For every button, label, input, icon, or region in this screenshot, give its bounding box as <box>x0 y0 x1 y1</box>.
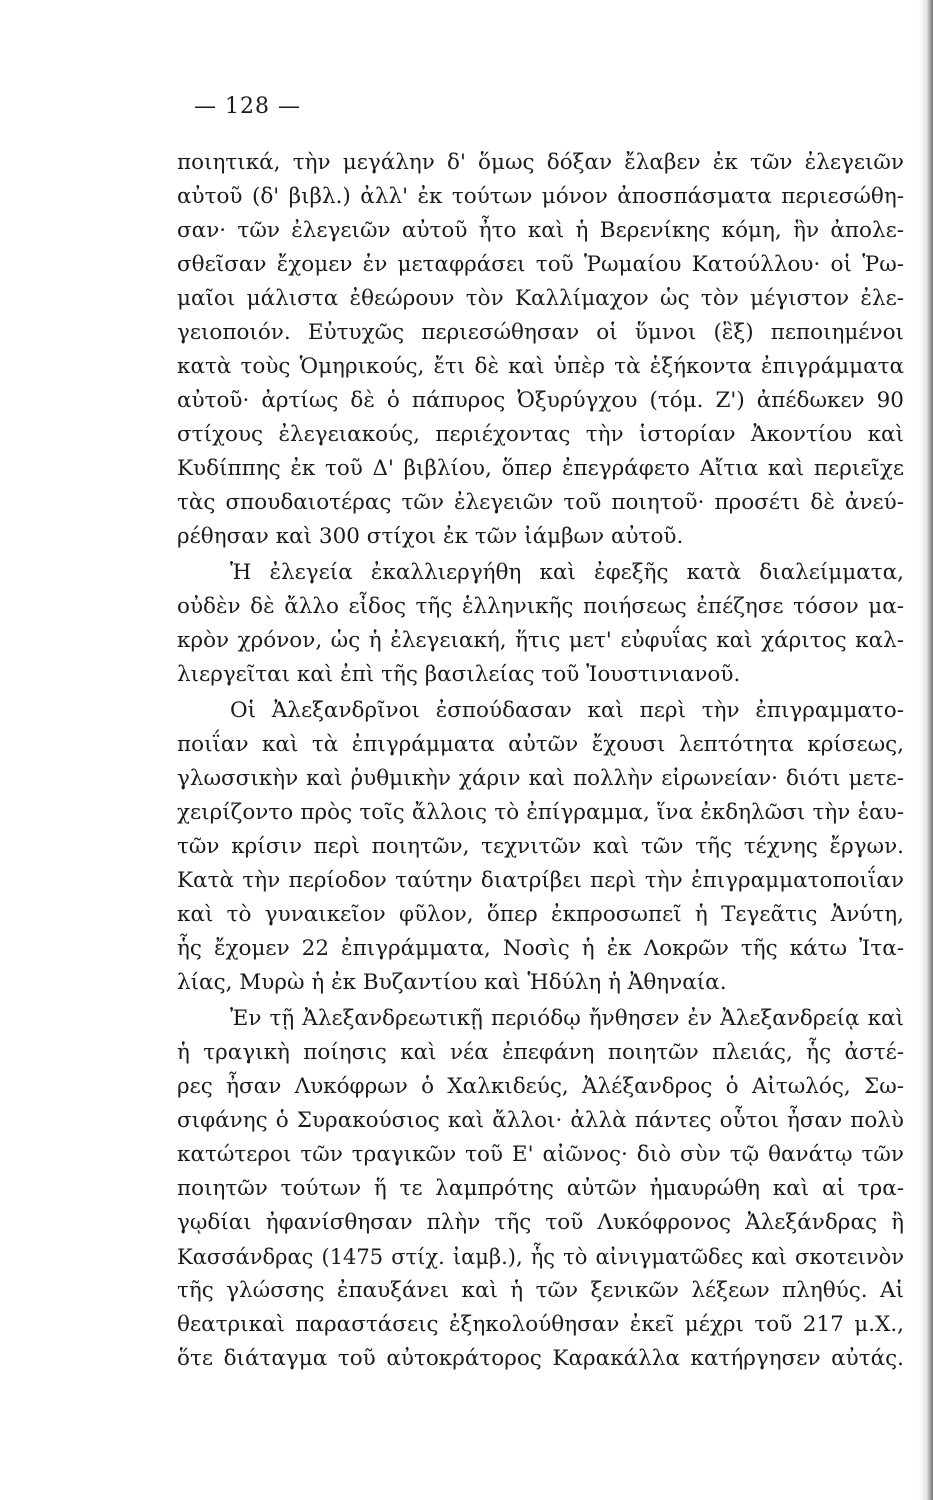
text-line: τῶν κρίσιν περὶ ποιητῶν, τεχνιτῶν καὶ τῶν τῆς τέχνης ἔργων. <box>177 834 904 859</box>
text-line: σθεῖσαν ἔχομεν ἐν μεταφράσει τοῦ Ῥωμαίου Κατούλλου· οἱ Ῥω- <box>177 252 904 277</box>
text-line: ἧς ἔχομεν 22 ἐπιγράμματα, Νοσὶς ἡ ἐκ Λοκρῶν τῆς κάτω Ἰτα- <box>177 936 904 961</box>
text-line: γλωσσικὴν καὶ ῥυθμικὴν χάριν καὶ πολλὴν εἰρωνείαν· διότι μετε- <box>177 766 904 791</box>
text-line: ποιητικά, τὴν μεγάλην δ' ὅμως δόξαν ἔλαβεν ἐκ τῶν ἐλεγειῶν <box>177 150 904 175</box>
text-line: Οἱ Ἀλεξανδρῖνοι ἐσπούδασαν καὶ περὶ τὴν ἐπιγραμματο- <box>230 698 904 723</box>
text-line: Ἐν τῇ Ἀλεξανδρεωτικῇ περιόδῳ ἤνθησεν ἐν Ἀλεξανδρείᾳ καὶ <box>230 1006 904 1031</box>
text-line: Κασσάνδρας (1475 στίχ. ἰαμβ.), ἧς τὸ αἰνιγματῶδες καὶ σκοτεινὸν <box>177 1245 904 1269</box>
text-line: κατώτεροι τῶν τραγικῶν τοῦ Ε' αἰῶνος· διὸ σὺν τῷ θανάτῳ τῶν <box>177 1142 904 1167</box>
text-line: κατὰ τοὺς Ὁμηρικούς, ἔτι δὲ καὶ ὑπὲρ τὰ ἑξήκοντα ἐπιγράμματα <box>177 354 904 379</box>
text-line: λιεργεῖται καὶ ἐπὶ τῆς βασιλείας τοῦ Ἰουστινιανοῦ. <box>177 662 741 687</box>
text-line: ἡ τραγικὴ ποίησις καὶ νέα ἐπεφάνη ποιητῶν πλειάς, ἧς ἀστέ- <box>177 1040 904 1065</box>
page-edge-shadow <box>919 0 933 1500</box>
text-line: κρὸν χρόνον, ὡς ἡ ἐλεγειακή, ἥτις μετ' εὐφυΐας καὶ χάριτος καλ- <box>177 628 904 653</box>
text-line: Κυδίππης ἐκ τοῦ Δ' βιβλίου, ὅπερ ἐπεγράφετο Αἴτια καὶ περιεῖχε <box>177 456 904 481</box>
text-line: αὐτοῦ (δ' βιβλ.) ἀλλ' ἐκ τούτων μόνον ἀποσπάσματα περιεσώθη- <box>177 184 904 209</box>
text-line: αὐτοῦ· ἀρτίως δὲ ὁ πάπυρος Ὀξυρύγχου (τόμ. Ζ') ἀπέδωκεν 90 <box>177 388 904 413</box>
text-line: τῆς γλώσσης ἐπαυξάνει καὶ ἡ τῶν ξενικῶν λέξεων πληθύς. Αἱ <box>177 1278 904 1303</box>
text-line: στίχους ἐλεγειακούς, περιέχοντας τὴν ἱστορίαν Ἀκοντίου καὶ <box>177 422 904 447</box>
text-line: γειοποιόν. Εὐτυχῶς περιεσώθησαν οἱ ὕμνοι (ἓξ) πεποιημένοι <box>177 320 904 345</box>
text-line: σιφάνης ὁ Συρακούσιος καὶ ἄλλοι· ἀλλὰ πάντες οὗτοι ἦσαν πολὺ <box>177 1108 904 1133</box>
text-line: ποιητῶν τούτων ἥ τε λαμπρότης αὐτῶν ἠμαυρώθη καὶ αἱ τρα- <box>177 1176 904 1201</box>
text-line: σαν· τῶν ἐλεγειῶν αὐτοῦ ἦτο καὶ ἡ Βερενίκης κόμη, ἣν ἀπολε- <box>177 218 904 243</box>
text-line: μαῖοι μάλιστα ἐθεώρουν τὸν Καλλίμαχον ὡς τὸν μέγιστον ἐλε- <box>177 286 904 311</box>
text-line: ρες ἦσαν Λυκόφρων ὁ Χαλκιδεύς, Ἀλέξανδρος ὁ Αἰτωλός, Σω- <box>177 1074 904 1099</box>
text-line: Κατὰ τὴν περίοδον ταύτην διατρίβει περὶ τὴν ἐπιγραμματοποιΐαν <box>177 868 904 893</box>
text-line: καὶ τὸ γυναικεῖον φῦλον, ὅπερ ἐκπροσωπεῖ ἡ Τεγεᾶτις Ἀνύτη, <box>177 902 904 927</box>
text-line: λίας, Μυρὼ ἡ ἐκ Βυζαντίου καὶ Ἡδύλη ἡ Ἀθηναία. <box>177 970 727 995</box>
text-line: τὰς σπουδαιοτέρας τῶν ἐλεγειῶν τοῦ ποιητοῦ· προσέτι δὲ ἀνεύ- <box>177 490 904 515</box>
text-line: ρέθησαν καὶ 300 στίχοι ἐκ τῶν ἰάμβων αὐτοῦ. <box>177 524 684 549</box>
text-line: γῳδίαι ἠφανίσθησαν πλὴν τῆς τοῦ Λυκόφρονος Ἀλεξάνδρας ἢ <box>177 1210 904 1235</box>
text-line: θεατρικαὶ παραστάσεις ἐξηκολούθησαν ἐκεῖ μέχρι τοῦ 217 μ.Χ., <box>177 1312 904 1337</box>
text-line: Ἡ ἐλεγεία ἐκαλλιεργήθη καὶ ἐφεξῆς κατὰ διαλείμματα, <box>230 560 904 585</box>
page-number: — 128 — <box>194 94 301 119</box>
text-line: οὐδὲν δὲ ἄλλο εἶδος τῆς ἑλληνικῆς ποιήσεως ἐπέζησε τόσον μα- <box>177 594 904 619</box>
text-line: ποιΐαν καὶ τὰ ἐπιγράμματα αὐτῶν ἔχουσι λεπτότητα κρίσεως, <box>177 732 904 757</box>
text-line: ὅτε διάταγμα τοῦ αὐτοκράτορος Καρακάλλα κατήργησεν αὐτάς. <box>177 1346 904 1371</box>
text-line: χειρίζοντο πρὸς τοῖς ἄλλοις τὸ ἐπίγραμμα, ἵνα ἐκδηλῶσι τὴν ἑαυ- <box>177 800 904 825</box>
